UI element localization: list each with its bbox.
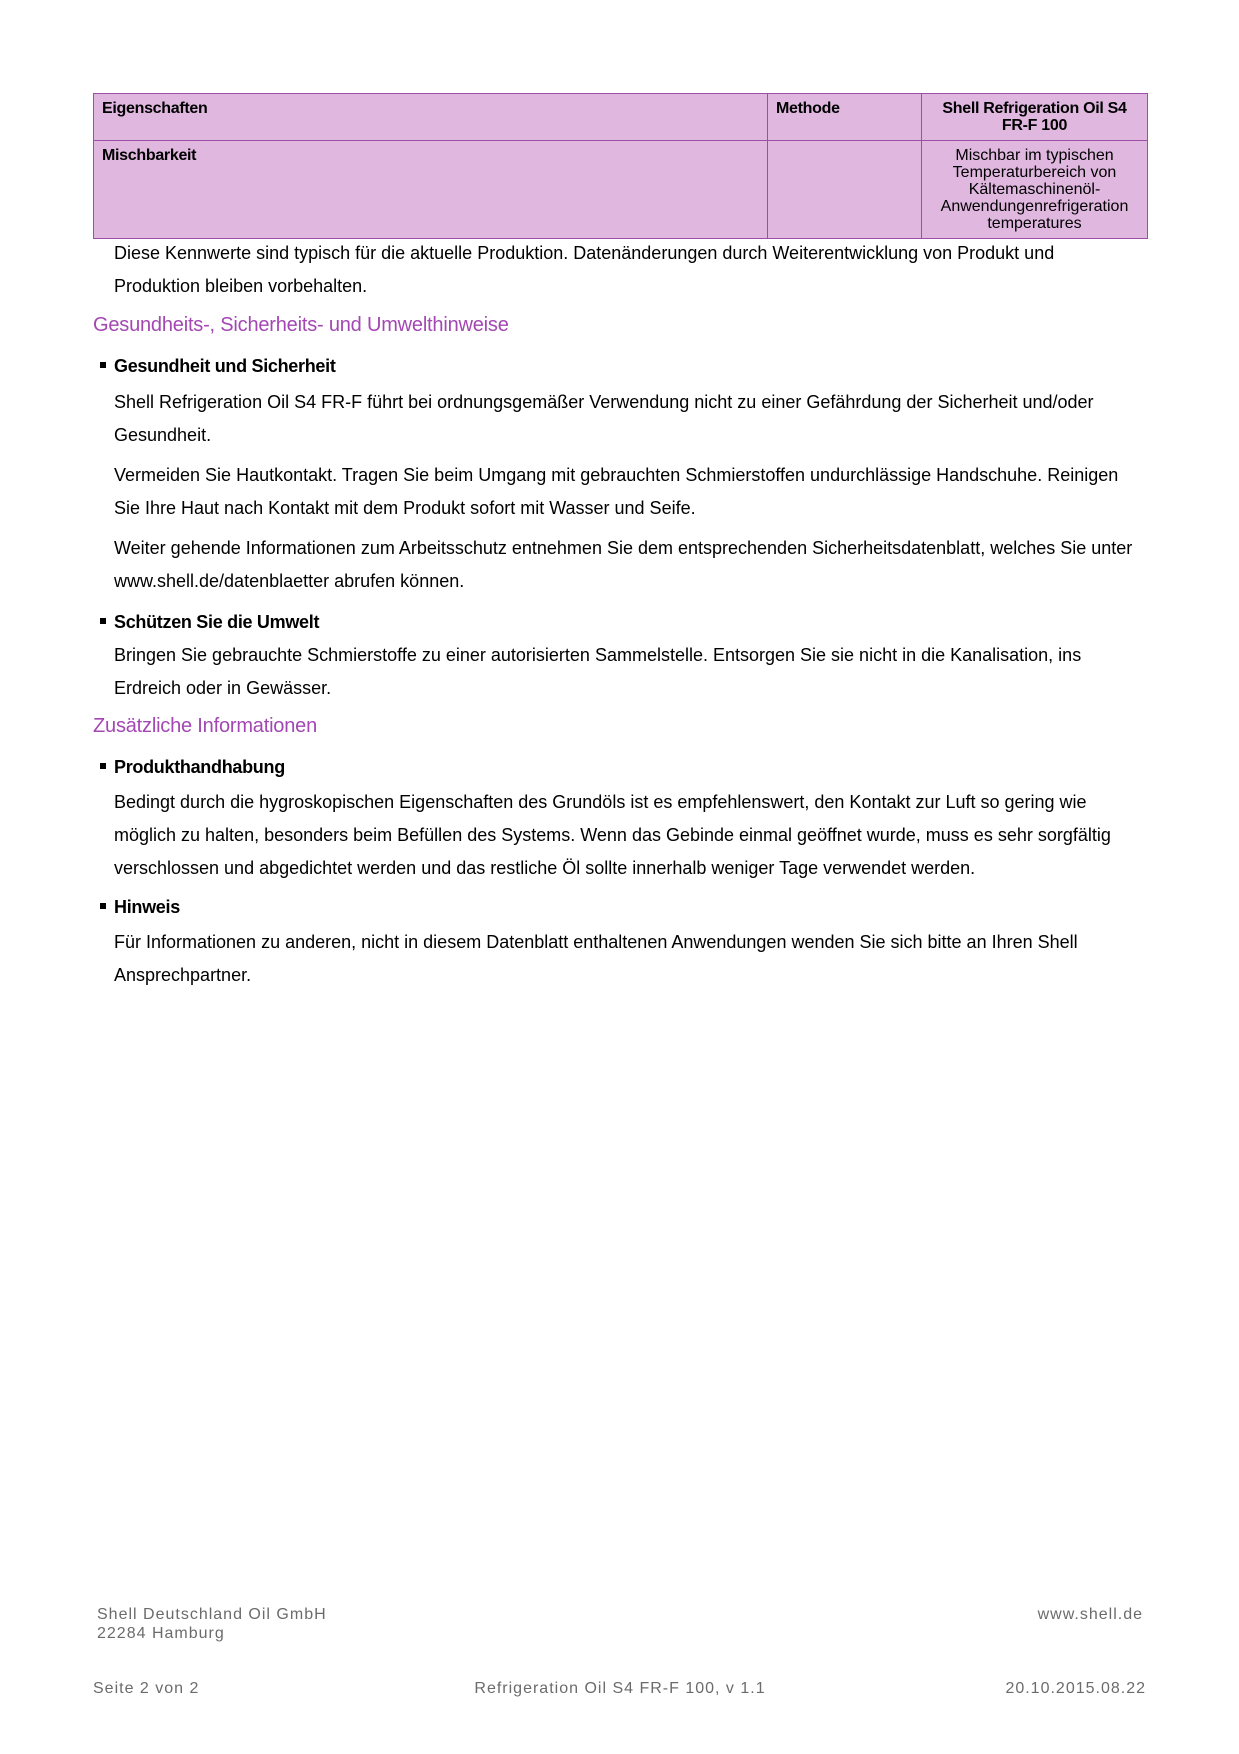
subsection-title-note bbox=[100, 895, 180, 919]
cell-property: Mischbarkeit bbox=[94, 141, 768, 239]
cell-value: Mischbar im typischen Temperaturbereich von Kältemaschinenöl-Anwendungenrefrigeration temperatures bbox=[922, 141, 1148, 239]
footer-product-version: Refrigeration Oil S4 FR-F 100, v 1.1 bbox=[474, 1680, 766, 1697]
section-title-health-safety: Gesundheits-, Sicherheits- und Umwelthinweise bbox=[93, 314, 509, 336]
table-header-row bbox=[94, 94, 1148, 141]
subsection-title-health bbox=[100, 354, 336, 378]
paragraph: Bedingt durch die hygroskopischen Eigenschaften des Grundöls ist es empfehlenswert, den Kontakt zur Luft so gering wie möglich zu halten, besonders beim Befüllen des Systems. Wenn das Gebinde einmal geöffnet wurde, muss es sehr sorgfältig verschlossen und abgedichtet werden und das restliche Öl sollte innerhalb weniger Tage verwendet werden. bbox=[114, 792, 1111, 878]
table-row bbox=[94, 141, 1148, 239]
bullet-icon bbox=[100, 618, 106, 624]
header-product: Shell Refrigeration Oil S4 FR-F 100 bbox=[922, 94, 1148, 141]
bullet-icon bbox=[100, 763, 106, 769]
header-methode: Methode bbox=[768, 94, 922, 141]
paragraph: Bringen Sie gebrauchte Schmierstoffe zu einer autorisierten Sammelstelle. Entsorgen Sie sie nicht in die Kanalisation, ins Erdreich oder in Gewässer. bbox=[114, 645, 1082, 698]
paragraph: Shell Refrigeration Oil S4 FR-F führt bei ordnungsgemäßer Verwendung nicht zu einer Gefährdung der Sicherheit und/oder Gesundheit. bbox=[114, 392, 1094, 445]
footer-datetime: 20.10.2015.08.22 bbox=[1005, 1680, 1146, 1697]
typical-values-note: Diese Kennwerte sind typisch für die aktuelle Produktion. Datenänderungen durch Weiterentwicklung von Produkt und Produktion bleiben vorbehalten. bbox=[114, 243, 1055, 296]
subsection-title-environment bbox=[100, 610, 319, 634]
bullet-icon bbox=[100, 903, 106, 909]
footer-page-number: Seite 2 von 2 bbox=[93, 1680, 200, 1697]
bullet-icon bbox=[100, 362, 106, 368]
footer-website: www.shell.de bbox=[1037, 1606, 1143, 1623]
footer-company: Shell Deutschland Oil GmbH bbox=[97, 1606, 327, 1623]
subsection-label: Schützen Sie die Umwelt bbox=[114, 612, 320, 632]
properties-table bbox=[93, 93, 1148, 239]
subsection-label: Gesundheit und Sicherheit bbox=[114, 356, 336, 376]
paragraph: Für Informationen zu anderen, nicht in diesem Datenblatt enthaltenen Anwendungen wenden Sie sich bitte an Ihren Shell Ansprechpartner. bbox=[114, 932, 1078, 985]
section-title-additional-info: Zusätzliche Informationen bbox=[93, 715, 318, 737]
footer-address: 22284 Hamburg bbox=[97, 1625, 225, 1642]
paragraph: Weiter gehende Informationen zum Arbeitsschutz entnehmen Sie dem entsprechenden Sicherheitsdatenblatt, welches Sie unter www.shell.de/datenblaetter abrufen können. bbox=[114, 538, 1133, 591]
paragraph: Vermeiden Sie Hautkontakt. Tragen Sie beim Umgang mit gebrauchten Schmierstoffen undurchlässige Handschuhe. Reinigen Sie Ihre Haut nach Kontakt mit dem Produkt sofort mit Wasser und Seife. bbox=[114, 465, 1119, 518]
subsection-title-handling bbox=[100, 755, 285, 779]
cell-method bbox=[768, 141, 922, 239]
subsection-label: Produkthandhabung bbox=[114, 757, 285, 777]
subsection-label: Hinweis bbox=[114, 897, 180, 917]
header-eigenschaften: Eigenschaften bbox=[94, 94, 768, 141]
